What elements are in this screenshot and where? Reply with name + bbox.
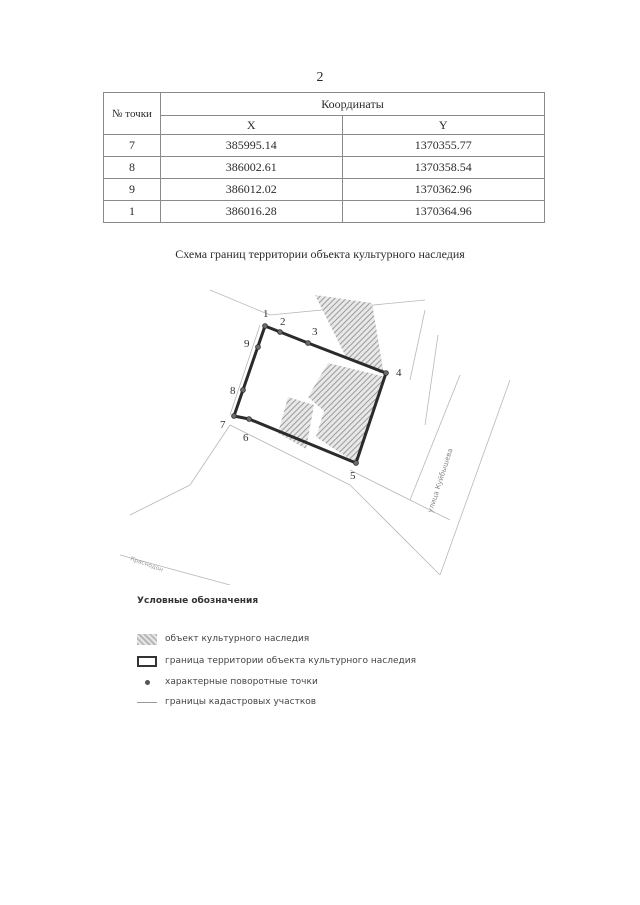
point-cell: 7	[104, 135, 161, 157]
table-row	[104, 179, 545, 201]
x-header: X	[161, 116, 343, 135]
point-label-8: 8	[230, 385, 236, 397]
legend-label: объект культурного наследия	[165, 634, 310, 644]
table-row	[104, 135, 545, 157]
point-5-marker	[354, 461, 359, 466]
street-label: улица Куйбышева	[426, 447, 455, 514]
point-label-3: 3	[312, 326, 318, 338]
table-row	[104, 201, 545, 223]
y-cell: 1370355.77	[342, 135, 544, 157]
point-1-marker	[263, 324, 268, 329]
legend-item-points	[137, 675, 318, 689]
thin-line-icon	[137, 696, 157, 708]
point-2-marker	[278, 330, 283, 335]
coordinates-header: Координаты	[161, 93, 545, 116]
hatch-swatch-icon	[137, 633, 157, 645]
table-row	[104, 157, 545, 179]
boundary-scheme-map	[110, 285, 530, 585]
legend-label: границы кадастровых участков	[165, 697, 317, 707]
street-label-small: Краснодон	[129, 555, 165, 574]
point-8-marker	[241, 388, 246, 393]
y-cell: 1370364.96	[342, 201, 544, 223]
page-number: 2	[316, 70, 324, 85]
legend-title: Условные обозначения	[137, 596, 259, 606]
scheme-title: Схема границ территории объекта культурного наследия	[175, 247, 465, 261]
legend-item-heritage-object	[137, 632, 309, 646]
point-number-header: № точки	[104, 93, 161, 135]
point-cell: 9	[104, 179, 161, 201]
dot-icon	[137, 676, 157, 688]
point-label-1: 1	[263, 308, 269, 320]
x-cell: 385995.14	[161, 135, 343, 157]
legend-label: граница территории объекта культурного наследия	[165, 656, 416, 666]
point-label-9: 9	[244, 338, 250, 350]
point-7-marker	[232, 414, 237, 419]
point-label-5: 5	[350, 470, 356, 482]
legend-label: характерные поворотные точки	[165, 677, 318, 687]
point-3-marker	[306, 341, 311, 346]
coordinates-table	[103, 92, 545, 223]
table-header-row	[104, 93, 545, 116]
y-header: Y	[342, 116, 544, 135]
point-label-2: 2	[280, 316, 286, 328]
point-label-7: 7	[220, 419, 226, 431]
point-6-marker	[247, 417, 252, 422]
border-swatch-icon	[137, 655, 157, 667]
legend-item-territory-boundary	[137, 654, 416, 668]
table-subheader-row	[104, 116, 545, 135]
point-cell: 1	[104, 201, 161, 223]
point-cell: 8	[104, 157, 161, 179]
x-cell: 386016.28	[161, 201, 343, 223]
point-label-4: 4	[396, 367, 402, 379]
x-cell: 386002.61	[161, 157, 343, 179]
point-label-6: 6	[243, 432, 249, 444]
y-cell: 1370358.54	[342, 157, 544, 179]
legend-item-cadastral-lines	[137, 695, 316, 709]
y-cell: 1370362.96	[342, 179, 544, 201]
point-9-marker	[256, 345, 261, 350]
point-4-marker	[384, 371, 389, 376]
x-cell: 386012.02	[161, 179, 343, 201]
